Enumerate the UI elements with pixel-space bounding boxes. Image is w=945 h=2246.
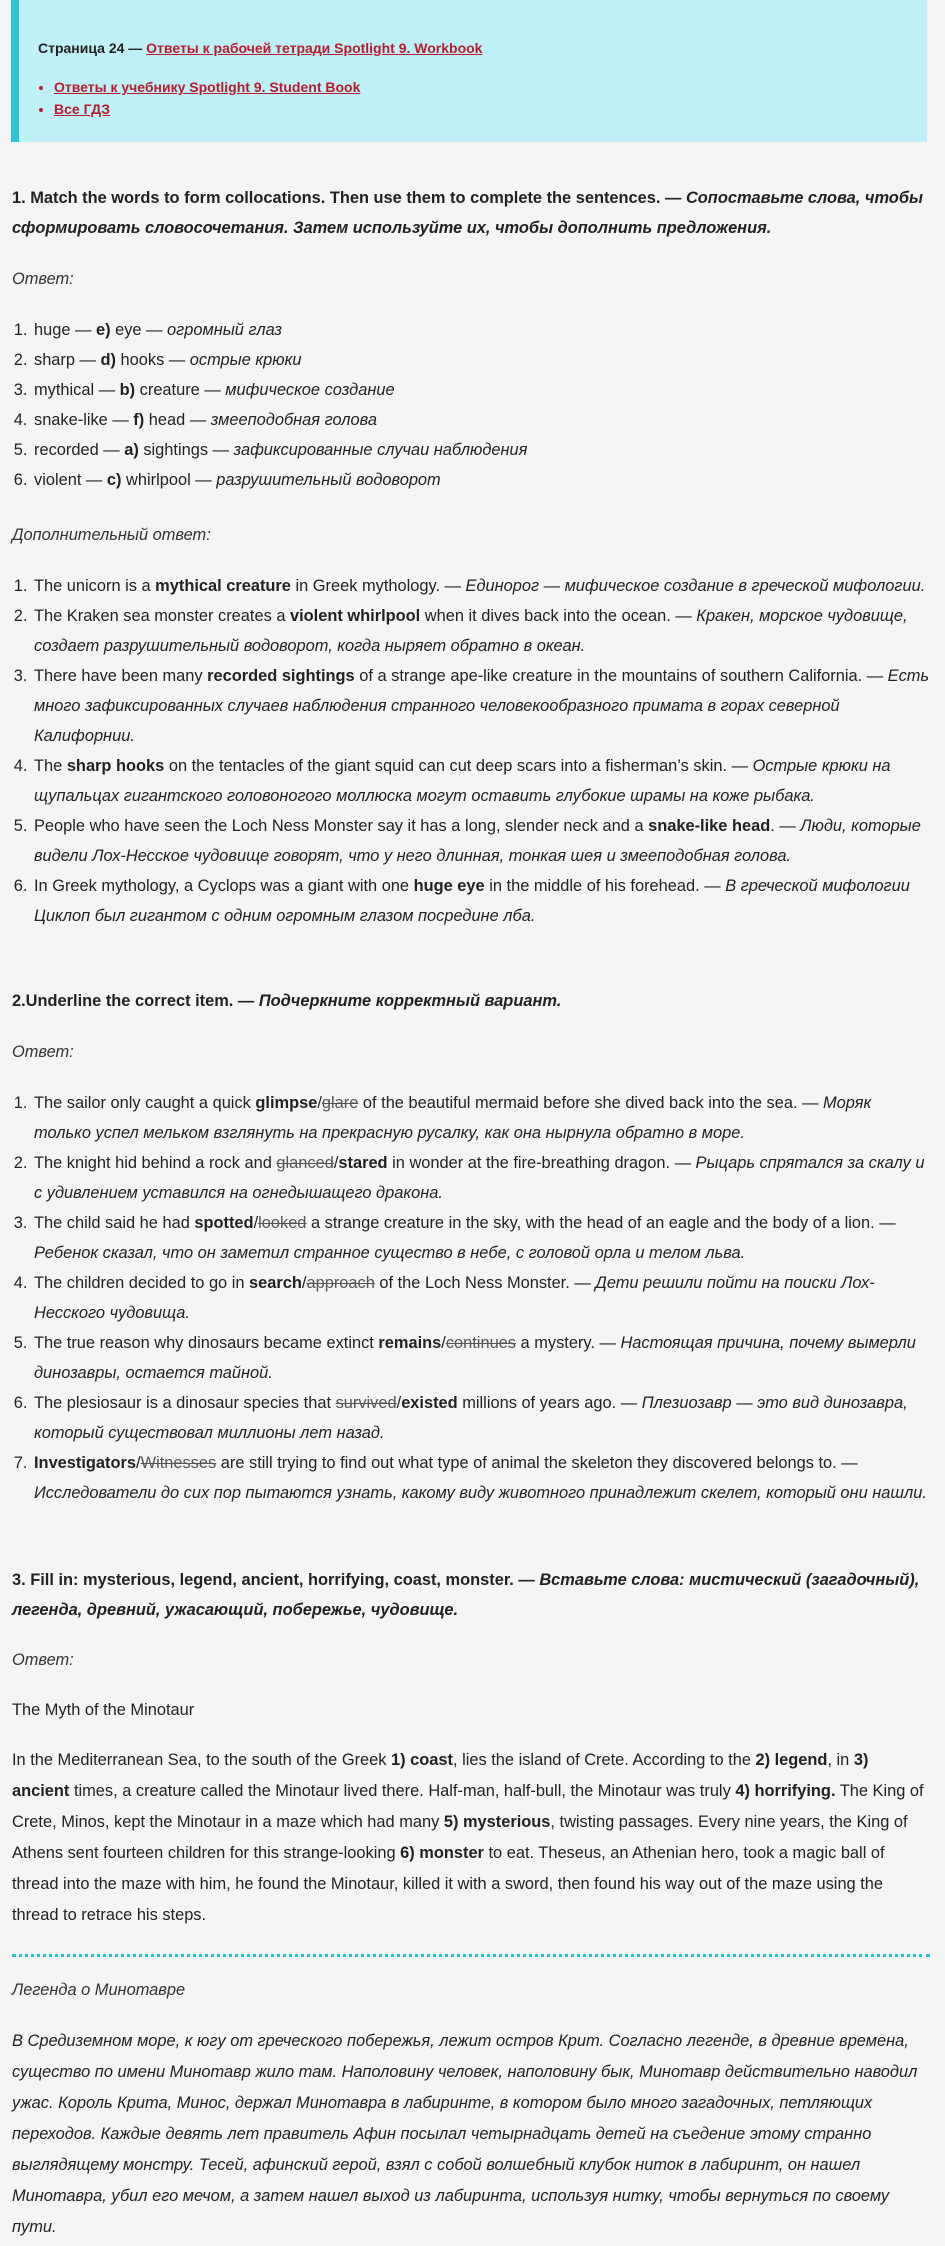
answer-word: 5) mysterious xyxy=(443,1813,551,1831)
ex2-post: a mystery. — xyxy=(516,1334,621,1352)
sentence-translation: Единорог — мифическое создание в греческой мифологии. xyxy=(465,577,926,595)
ex2-translation: Ребенок сказал, что он заметил странное существо в небе, с головой орла и телом льва. xyxy=(34,1244,746,1262)
student-book-link[interactable]: Ответы к учебнику Spotlight 9. Student Book xyxy=(54,79,361,95)
pair-item xyxy=(32,375,930,405)
ex2-translation: Моряк только успел мельком взглянуть на прекрасную русалку, как она нырнула обратно в море. xyxy=(34,1094,872,1142)
sentence-translation: Есть много зафиксированных случаев наблюдения странного человекообразного примата в горах северной Калифорнии. xyxy=(34,667,930,745)
ex2-item xyxy=(32,1208,930,1268)
ex2-pre: The sailor only caught a quick xyxy=(34,1094,256,1112)
ex2-pre: The true reason why dinosaurs became extinct xyxy=(34,1334,379,1352)
sentence-start: The unicorn is a xyxy=(34,577,156,595)
ex2-item xyxy=(32,1388,930,1448)
wrong-option: glanced xyxy=(276,1154,334,1172)
dotted-divider xyxy=(12,1954,930,1957)
ex2-heading: 2.Underline the correct item. — Подчеркните корректный вариант. xyxy=(12,992,562,1010)
option-separator: / xyxy=(441,1334,446,1352)
pair-item xyxy=(32,435,930,465)
page-label: Страница 24 — Ответы к рабочей тетради Spotlight 9. Workbook xyxy=(38,40,483,56)
wrong-option: approach xyxy=(306,1274,375,1292)
pair-item xyxy=(32,405,930,435)
story-segment: , twisting passages. Every nine years, the King of Athens sent fourteen children for this strange-looking xyxy=(12,1813,908,1862)
pair-word2: hooks — xyxy=(115,351,190,369)
ex2-pre: The knight hid behind a rock and xyxy=(34,1154,277,1172)
pair-word2: sightings — xyxy=(138,441,234,459)
pair-letter: e) xyxy=(95,321,111,339)
sentence-end: when it dives back into the ocean. — xyxy=(420,607,697,625)
sentence-item xyxy=(32,571,930,601)
wrong-option: Witnesses xyxy=(140,1454,217,1472)
sentence-start: In Greek mythology, a Cyclops was a giant with one xyxy=(34,877,414,895)
correct-option: stared xyxy=(338,1154,388,1172)
story-segment: times, a creature called the Minotaur lived there. Half-man, half-bull, the Minotaur was truly xyxy=(69,1782,736,1800)
ex2-post: a strange creature in the sky, with the head of an eagle and the body of a lion. — xyxy=(306,1214,896,1232)
info-box xyxy=(11,0,927,142)
sentence-start: The xyxy=(34,757,67,775)
ex2-translation: Рыцарь спрятался за скалу и с удивлением уставился на огнедышащего дракона. xyxy=(34,1154,925,1202)
sentence-item xyxy=(32,811,930,871)
wrong-option: survived xyxy=(335,1394,397,1412)
pair-word2: head — xyxy=(144,411,211,429)
pair-translation: мифическое создание xyxy=(225,381,395,399)
collocation: huge eye xyxy=(413,877,485,895)
story-title: The Myth of the Minotaur xyxy=(12,1701,195,1719)
pair-translation: разрушительный водоворот xyxy=(216,471,441,489)
collocation: snake-like head xyxy=(648,817,771,835)
wrong-option: continues xyxy=(445,1334,516,1352)
workbook-link[interactable]: Ответы к рабочей тетради Spotlight 9. Workbook xyxy=(146,40,483,56)
ex1-heading: 1. Match the words to form collocations. Then use them to complete the sentences. — Сопоставьте слова, чтобы сформировать словосочетания. Затем используйте их, чтобы дополнить предложения. xyxy=(12,189,923,237)
correct-option: existed xyxy=(401,1394,458,1412)
pair-word1: violent — xyxy=(34,471,107,489)
ex2-item xyxy=(32,1328,930,1388)
pair-letter: c) xyxy=(106,471,122,489)
pair-word2: whirlpool — xyxy=(121,471,217,489)
pair-translation: змееподобная голова xyxy=(210,411,377,429)
answer-word: 2) legend xyxy=(755,1751,828,1769)
ex2-post: of the beautiful mermaid before she dived back into the sea. — xyxy=(358,1094,824,1112)
pair-word1: sharp — xyxy=(34,351,101,369)
story-segment: to eat. Theseus, an Athenian hero, took a magic ball of thread into the maze with him, he found the Minotaur, killed it with a sword, then found his way out of the maze using the thread to retrace his steps. xyxy=(12,1844,885,1924)
ex2-pre: The children decided to go in xyxy=(34,1274,250,1292)
ex3-answer-label: Ответ: xyxy=(12,1651,74,1669)
sentence-item xyxy=(32,661,930,751)
pair-word2: eye — xyxy=(110,321,168,339)
ex2-post: millions of years ago. — xyxy=(457,1394,642,1412)
correct-option: spotted xyxy=(194,1214,254,1232)
ex2-item xyxy=(32,1448,930,1508)
sentence-translation: Острые крюки на щупальцах гигантского головоногого моллюска могут оставить глубокие шрамы на коже рыбака. xyxy=(34,757,891,805)
pair-letter: f) xyxy=(133,411,145,429)
ru-story-title: Легенда о Минотавре xyxy=(12,1981,186,1999)
pair-letter: b) xyxy=(119,381,136,399)
ex2-translation: Настоящая причина, почему вымерли динозавры, остается тайной. xyxy=(34,1334,916,1382)
ex2-post: in wonder at the fire-breathing dragon. — xyxy=(387,1154,696,1172)
sentence-start: There have been many xyxy=(34,667,208,685)
pair-letter: d) xyxy=(100,351,116,369)
ex2-items-list xyxy=(12,1088,930,1508)
sentence-end: in Greek mythology. — xyxy=(290,577,466,595)
pair-word1: recorded — xyxy=(34,441,125,459)
ex1-sentences-list xyxy=(12,571,930,931)
sentence-item xyxy=(32,751,930,811)
story-segment: , in xyxy=(827,1751,854,1769)
wrong-option: glare xyxy=(321,1094,359,1112)
pair-item xyxy=(32,465,930,495)
answer-word: 4) horrifying. xyxy=(735,1782,836,1800)
pair-word1: huge — xyxy=(34,321,96,339)
option-separator: / xyxy=(301,1274,307,1292)
sentence-end: of a strange ape-like creature in the mountains of southern California. — xyxy=(354,667,888,685)
ex1-extra-label: Дополнительный ответ: xyxy=(12,526,211,544)
sentence-end: on the tentacles of the giant squid can cut deep scars into a fisherman’s skin. — xyxy=(164,757,753,775)
pair-letter: a) xyxy=(124,441,139,459)
pair-translation: зафиксированные случаи наблюдения xyxy=(233,441,528,459)
ex2-post: are still trying to find out what type of animal the skeleton they discovered belongs to. — xyxy=(216,1454,858,1472)
pair-translation: огромный глаз xyxy=(167,321,282,339)
option-separator: / xyxy=(253,1214,259,1232)
pair-item xyxy=(32,345,930,375)
ex2-post: of the Loch Ness Monster. — xyxy=(374,1274,596,1292)
option-separator: / xyxy=(136,1454,141,1472)
story-segment: , lies the island of Crete. According to the xyxy=(453,1751,756,1769)
ex2-translation: Плезиозавр — это вид динозавра, который существовал миллионы лет назад. xyxy=(34,1394,908,1442)
ex3-heading: 3. Fill in: mysterious, legend, ancient, horrifying, coast, monster. — Вставьте слова: мистический (загадочный), легенда, древний, ужасающий, побережье, чудовище. xyxy=(12,1571,920,1619)
sentence-end: in the middle of his forehead. — xyxy=(484,877,726,895)
pair-translation: острые крюки xyxy=(189,351,302,369)
pair-word1: mythical — xyxy=(34,381,120,399)
info-links xyxy=(38,76,360,120)
collocation: violent whirlpool xyxy=(290,607,421,625)
answer-word: 6) monster xyxy=(400,1844,484,1862)
sentence-item xyxy=(32,601,930,661)
answer-word: 1) coast xyxy=(391,1751,453,1769)
ex2-pre: The child said he had xyxy=(34,1214,195,1232)
collocation: sharp hooks xyxy=(66,757,165,775)
ex1-answer-label: Ответ: xyxy=(12,270,74,288)
ex2-item xyxy=(32,1148,930,1208)
option-separator: / xyxy=(396,1394,402,1412)
sentence-start: People who have seen the Loch Ness Monster say it has a long, slender neck and a xyxy=(34,817,649,835)
ex2-translation: Дети решили пойти на поиски Лох-Несского чудовища. xyxy=(34,1274,875,1322)
ex2-translation: Исследователи до сих пор пытаются узнать, какому виду животного принадлежит скелет, который они нашли. xyxy=(34,1484,927,1502)
correct-option: Investigators xyxy=(34,1454,137,1472)
correct-option: remains xyxy=(378,1334,442,1352)
all-gdz-link[interactable]: Все ГДЗ xyxy=(54,101,111,117)
pair-word1: snake-like — xyxy=(34,411,134,429)
story-segment: The King of Crete, Minos, kept the Minotaur in a maze which had many xyxy=(12,1782,924,1831)
info-link-item xyxy=(54,98,360,120)
sentence-translation: Люди, которые видели Лох-Несское чудовище говорят, что у него длинная, тонкая шея и змееподобная голова. xyxy=(34,817,921,865)
sentence-translation: В греческой мифологии Циклоп был гигантом с одним огромным глазом посредине лба. xyxy=(34,877,910,925)
wrong-option: looked xyxy=(258,1214,307,1232)
story-text xyxy=(12,1745,930,1931)
correct-option: glimpse xyxy=(255,1094,318,1112)
ex2-pre: The plesiosaur is a dinosaur species that xyxy=(34,1394,336,1412)
ex2-item xyxy=(32,1088,930,1148)
ex2-answer-label: Ответ: xyxy=(12,1043,74,1061)
ex2-item xyxy=(32,1268,930,1328)
answer-word: 3) ancient xyxy=(12,1751,869,1800)
option-separator: / xyxy=(317,1094,322,1112)
story-segment: In the Mediterranean Sea, to the south of the Greek xyxy=(12,1751,392,1769)
collocation: mythical creature xyxy=(155,577,291,595)
ru-story-text: В Средиземном море, к югу от греческого побережья, лежит остров Крит. Согласно легенде, в древние времена, существо по имени Минотавр жило там. Наполовину человек, наполовину бык, Минотавр действительно наводил ужас. Король Крита, Минос, держал Минотавра в лабиринте, в котором было много загадочных, петляющих переходов. Каждые девять лет правитель Афин посылал четырнадцать детей на съедение этому странно выглядящему монстру. Тесей, афинский герой, взял с собой волшебный клубок ниток в лабиринт, он нашел Минотавра, убил его мечом, а затем нашел выход из лабиринта, используя нитку, чтобы вернуться по своему пути. xyxy=(12,2032,918,2236)
correct-option: search xyxy=(249,1274,302,1292)
option-separator: / xyxy=(333,1154,339,1172)
sentence-translation: Кракен, морское чудовище, создает разрушительный водоворот, когда ныряет обратно в океан. xyxy=(34,607,908,655)
sentence-item xyxy=(32,871,930,931)
ex1-pairs-list xyxy=(12,315,930,495)
collocation: recorded sightings xyxy=(207,667,355,685)
pair-item xyxy=(32,315,930,345)
sentence-start: The Kraken sea monster creates a xyxy=(34,607,290,625)
info-link-item xyxy=(54,76,360,98)
pair-word2: creature — xyxy=(135,381,226,399)
sentence-end: . — xyxy=(770,817,801,835)
